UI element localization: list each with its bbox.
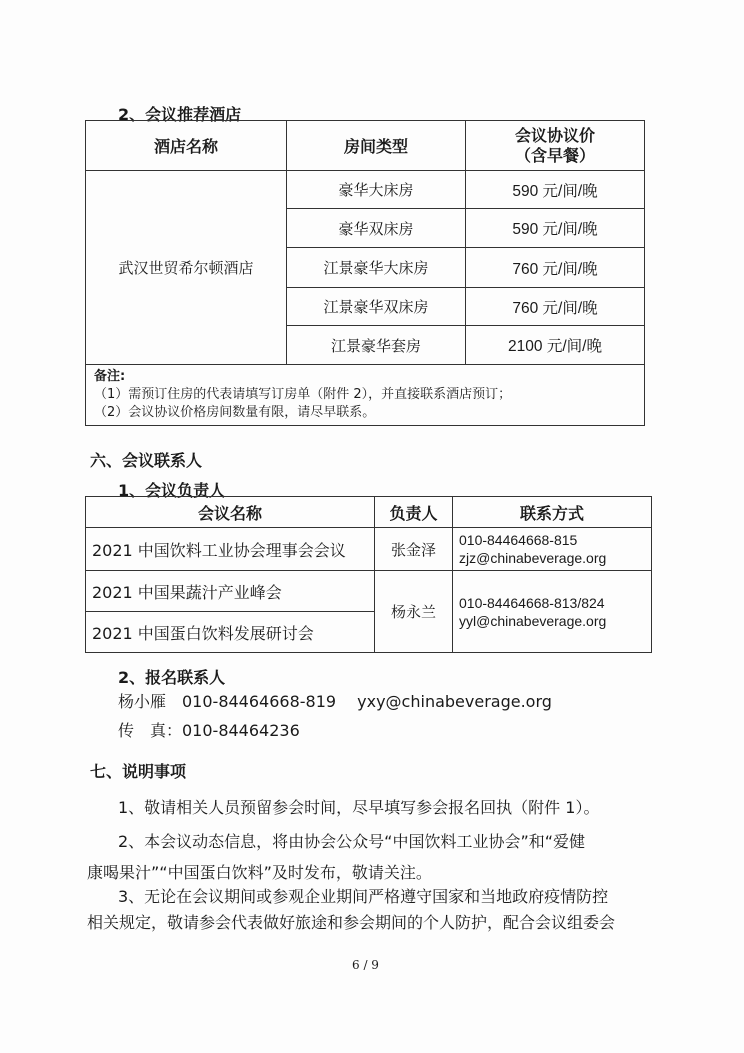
hotel-notes (86, 365, 645, 426)
note-line: （1）需预订住房的代表请填写订房单（附件 2），并直接联系酒店预订； (94, 387, 512, 402)
contact-person: 杨永兰 (375, 571, 453, 653)
registration-contact: 杨小雁 010-84464668-819 yxy@chinabeverage.org (118, 692, 552, 711)
meeting-name: 2021 中国果蔬汁产业峰会 (86, 571, 375, 612)
email[interactable]: yyl@chinabeverage.org (459, 612, 607, 629)
notes-heading: 七、说明事项 (90, 762, 187, 781)
note-paragraph: 1、敬请相关人员预留参会时间，尽早填写参会报名回执（附件 1）。 (118, 798, 600, 817)
note-paragraph: 2、本会议动态信息，将由协会公众号“中国饮料工业协会”和“爱健 (118, 832, 586, 851)
note-paragraph: 康喝果汁”“中国蛋白饮料”及时发布，敬请关注。 (87, 863, 432, 882)
note-line: （2）会议协议价格房间数量有限，请尽早联系。 (94, 405, 376, 420)
room-type: 江景豪华套房 (287, 326, 466, 365)
registration-fax: 传 真：010-84464236 (118, 721, 300, 740)
contact-heading: 六、会议联系人 (90, 451, 203, 470)
room-type: 江景豪华双床房 (287, 288, 466, 326)
contact-sub1: 1、会议负责人 (118, 481, 226, 500)
contact-table (85, 496, 652, 653)
room-price: 760 元/间/晚 (466, 248, 645, 288)
hotel-name: 武汉世贸希尔顿酒店 (86, 171, 287, 365)
email[interactable]: zjz@chinabeverage.org (459, 550, 607, 566)
room-price: 2100 元/间/晚 (466, 326, 645, 365)
registration-heading: 2、报名联系人 (118, 668, 226, 687)
room-type: 豪华双床房 (287, 209, 466, 248)
note-paragraph: 3、无论在会议期间或参观企业期间严格遵守国家和当地政府疫情防控 (118, 887, 609, 906)
contact-info (453, 528, 652, 571)
room-type: 豪华大床房 (287, 171, 466, 209)
col-header: 负责人 (375, 497, 453, 528)
room-price: 760 元/间/晚 (466, 288, 645, 326)
contact-info (453, 571, 652, 653)
col-header-price (466, 121, 645, 171)
phone: 010-84464668-813/824 (459, 594, 605, 611)
col-header: 联系方式 (453, 497, 652, 528)
note-paragraph: 相关规定，敬请参会代表做好旅途和参会期间的个人防护，配合会议组委会 (87, 913, 616, 932)
col-header: 会议名称 (86, 497, 375, 528)
note-title: 备注: (94, 369, 126, 384)
phone: 010-84464668-815 (459, 532, 578, 548)
meeting-name: 2021 中国饮料工业协会理事会会议 (86, 528, 375, 571)
meeting-name: 2021 中国蛋白饮料发展研讨会 (86, 612, 375, 653)
room-price: 590 元/间/晚 (466, 209, 645, 248)
contact-person: 张金泽 (375, 528, 453, 571)
hotel-heading: 2、会议推荐酒店 (118, 105, 242, 124)
price-header-sub: （含早餐） (514, 145, 595, 165)
hotel-table (85, 120, 645, 426)
price-header: 会议协议价 (514, 125, 595, 145)
room-price: 590 元/间/晚 (466, 171, 645, 209)
room-type: 江景豪华大床房 (287, 248, 466, 288)
page-number: 6 / 9 (352, 958, 379, 972)
col-header: 酒店名称 (86, 121, 287, 171)
col-header: 房间类型 (287, 121, 466, 171)
